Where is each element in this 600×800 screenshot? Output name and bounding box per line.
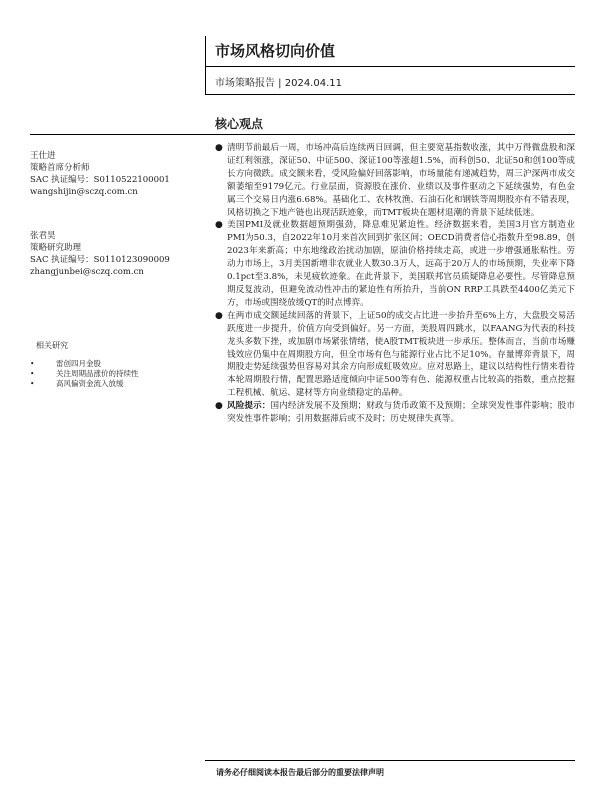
author-block-1 [30, 150, 202, 198]
related-research-title: 相关研究 [36, 341, 68, 350]
core-point-text: 美国PMI及就业数据超预期强劲，降息难见紧迫性。经济数据来看，美国3月官方制造业PMI为50.3，自2022年10月来首次回到扩张区间；OECD消费者信心指数升至98.89，创2023年来新高；中东地缘政治扰动加剧，原油价格持续走高，或进一步增强通胀粘性。劳动力市场上，3月美国新增非农就业人数30.3万人，远高于20万人的市场预期，失业率下降0.1pct至3.8%，未见疲软迹象。在此背景下，美国联邦官员质疑降息必要性。尽管降息预期反复波动，但避免流动性冲击的紧迫性有所抬升，当前ON RRP工具跌至4400亿美元下方，市场或围绕放缓QT的时点博弈。 [227, 220, 575, 308]
title-divider [205, 36, 206, 94]
risk-warning-label: 风险提示： [227, 401, 271, 412]
sidebar-rule [30, 134, 205, 135]
author-name: 王仕进 [30, 151, 56, 161]
legal-disclaimer-note: 请务必仔细阅读本报告最后部分的重要法律声明 [216, 767, 384, 777]
report-subtitle: 市场策略报告 | 2024.04.11 [215, 78, 342, 89]
header-rule [205, 66, 575, 67]
core-points [215, 142, 575, 426]
subtitle-rule [205, 94, 575, 95]
author-email[interactable]: wangshijin@sczq.com.cn [30, 187, 138, 197]
core-point-text: 在两市成交额延续回落的背景下，上证50的成交占比进一步抬升至6%上方，大盘股交易活跃度进一步提升，价值方向受到偏好。另一方面，美股周四跳水，以FAANG为代表的科技龙头多数下挫，或加剧市场紧张情绪，使A股TMT板块进一步承压。整体而言，当前市场赚钱效应仍集中在周期股方向，但全市场有色与能源行业占比不足10%。存量博弈背景下，周期股走势延续强势但容易对其余方向形成虹吸效应。应对思路上，建议以结构性行情来看待本轮周期股行情，配置思路适度倾向中证500等有色、能源权重占比较高的指数，重点挖掘工程机械、航运、建材等方向业绩稳定的品种。 [227, 310, 575, 399]
risk-warning [215, 400, 575, 426]
bullet-icon: ● [215, 143, 223, 153]
report-title: 市场风格切向价值 [215, 42, 336, 60]
author-role: 策略研究助理 [30, 243, 82, 253]
author-name: 张君昊 [30, 231, 56, 241]
author-role: 策略首席分析师 [30, 163, 90, 173]
related-research [30, 340, 202, 389]
core-point [215, 142, 575, 219]
risk-warning-text: 国内经济发展不及预期；财政与货币政策不及预期；全球突发性事件影响；股市突发性事件影响；引用数据滞后或不及时；历史规律失真等。 [227, 401, 575, 425]
bullet-icon: ● [215, 401, 223, 412]
related-research-item[interactable]: • 关注周期品涨价的持续性 [30, 369, 202, 379]
core-point [215, 219, 575, 309]
author-license: SAC 执证编号：S0110522100001 [30, 175, 170, 185]
content-rule [205, 134, 575, 135]
related-research-item[interactable]: • 高风偏资金流入放缓 [30, 379, 202, 389]
core-point [215, 310, 575, 400]
author-license: SAC 执证编号：S0110123090009 [30, 255, 170, 265]
core-point-text: 清明节前最后一周，市场冲高后连续两日回调，但主要宽基指数收涨，其中万得微盘股和深证红利领涨，深证50、中证500、深证100等涨超1.5%，而科创50、北证50和创100等成长方向微跌。成交额来看，受风险偏好回落影响，市场量能有递减趋势，周三沪深两市成交额萎缩至9179亿元。行业层面，资源股在涨价、业绩以及事件驱动之下延续强势，有色金属三个交易日内涨6.68%。基础化工、农林牧渔、石油石化和钢铁等周期股亦有不错表现，风格切换之下地产链也出现活跃迹象，而TMT板块在题材退潮的背景下延续低迷。 [227, 143, 575, 218]
author-email[interactable]: zhangjunbei@sczq.com.cn [30, 267, 144, 277]
author-block-2 [30, 230, 202, 278]
section-heading: 核心观点 [215, 117, 264, 131]
bullet-icon: ● [215, 220, 223, 231]
related-research-item[interactable]: • 雷创四月金股 [30, 359, 202, 369]
footer-rule [205, 760, 575, 761]
bullet-icon: ● [215, 310, 223, 321]
